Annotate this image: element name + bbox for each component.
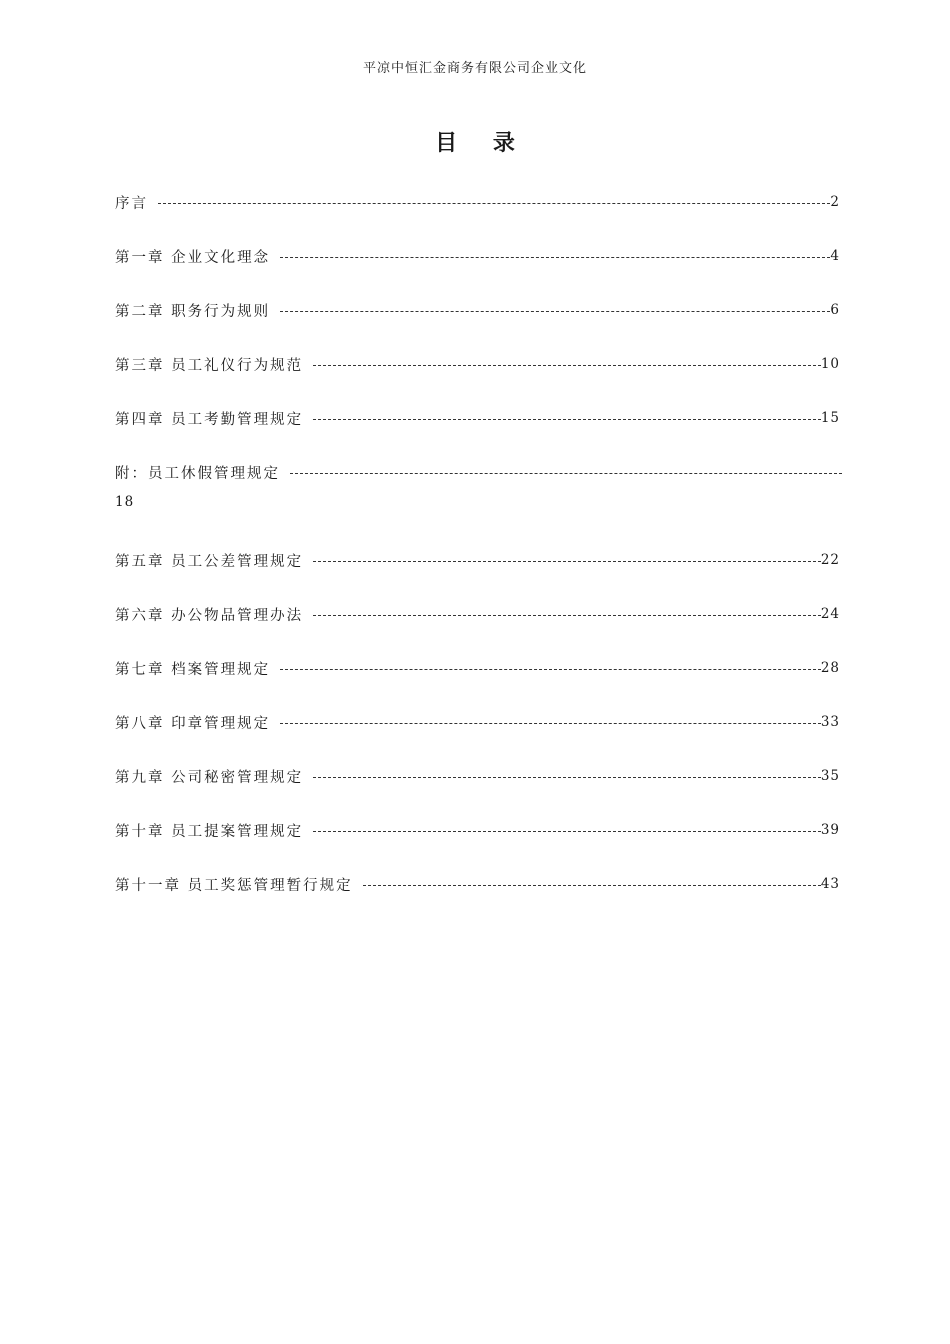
toc-page-number: 18 xyxy=(115,494,135,510)
toc-entry-chapter-1[interactable] xyxy=(115,244,840,268)
toc-page-number: 43 xyxy=(820,876,840,892)
toc-entry-label: 第四章 员工考勤管理规定 xyxy=(115,411,304,428)
toc-dot-leader xyxy=(313,365,821,366)
toc-page-number: 33 xyxy=(820,714,840,730)
toc-entry-label: 第二章 职务行为规则 xyxy=(115,303,271,320)
toc-page-number: 35 xyxy=(820,768,840,784)
toc-page-number: 4 xyxy=(830,248,840,264)
toc-dot-leader xyxy=(313,615,821,616)
toc-dot-leader xyxy=(158,203,830,204)
page-title: 目 录 xyxy=(435,130,529,156)
table-of-contents xyxy=(115,190,840,926)
toc-dot-leader xyxy=(290,473,842,474)
toc-dot-leader xyxy=(280,669,821,670)
toc-entry-chapter-7[interactable] xyxy=(115,656,840,680)
toc-page-number: 39 xyxy=(820,822,840,838)
toc-entry-label: 第十章 员工提案管理规定 xyxy=(115,823,304,840)
toc-entry-label: 第一章 企业文化理念 xyxy=(115,249,271,266)
toc-page-number: 10 xyxy=(820,356,840,372)
toc-entry-chapter-4[interactable] xyxy=(115,406,840,430)
page-header: 平凉中恒汇金商务有限公司企业文化 xyxy=(362,61,587,76)
toc-page-number: 28 xyxy=(820,660,840,676)
toc-entry-appendix[interactable] xyxy=(115,460,840,518)
toc-entry-chapter-11[interactable] xyxy=(115,872,840,896)
toc-entry-chapter-10[interactable] xyxy=(115,818,840,842)
toc-page-number: 2 xyxy=(830,194,840,210)
toc-entry-preface[interactable] xyxy=(115,190,840,214)
toc-dot-leader xyxy=(363,885,821,886)
toc-entry-chapter-9[interactable] xyxy=(115,764,840,788)
toc-dot-leader xyxy=(280,257,830,258)
toc-entry-label: 第八章 印章管理规定 xyxy=(115,715,271,732)
toc-entry-chapter-2[interactable] xyxy=(115,298,840,322)
toc-entry-label: 第七章 档案管理规定 xyxy=(115,661,271,678)
toc-entry-label: 第十一章 员工奖惩管理暂行规定 xyxy=(115,877,353,894)
toc-page-number: 15 xyxy=(820,410,840,426)
toc-entry-label: 第三章 员工礼仪行为规范 xyxy=(115,357,304,374)
toc-dot-leader xyxy=(280,723,821,724)
toc-dot-leader xyxy=(313,831,821,832)
toc-dot-leader xyxy=(280,311,830,312)
toc-page-number: 22 xyxy=(820,552,840,568)
toc-entry-label: 附：员工休假管理规定 xyxy=(115,465,280,482)
toc-entry-label: 第九章 公司秘密管理规定 xyxy=(115,769,304,786)
toc-entry-chapter-5[interactable] xyxy=(115,548,840,572)
toc-entry-label: 第五章 员工公差管理规定 xyxy=(115,553,304,570)
toc-dot-leader xyxy=(313,777,821,778)
toc-entry-chapter-6[interactable] xyxy=(115,602,840,626)
toc-dot-leader xyxy=(313,419,821,420)
toc-entry-label: 第六章 办公物品管理办法 xyxy=(115,607,304,624)
toc-entry-chapter-8[interactable] xyxy=(115,710,840,734)
toc-entry-label: 序言 xyxy=(115,195,148,212)
toc-entry-chapter-3[interactable] xyxy=(115,352,840,376)
toc-page-number: 24 xyxy=(820,606,840,622)
toc-page-number: 6 xyxy=(830,302,840,318)
toc-dot-leader xyxy=(313,561,821,562)
